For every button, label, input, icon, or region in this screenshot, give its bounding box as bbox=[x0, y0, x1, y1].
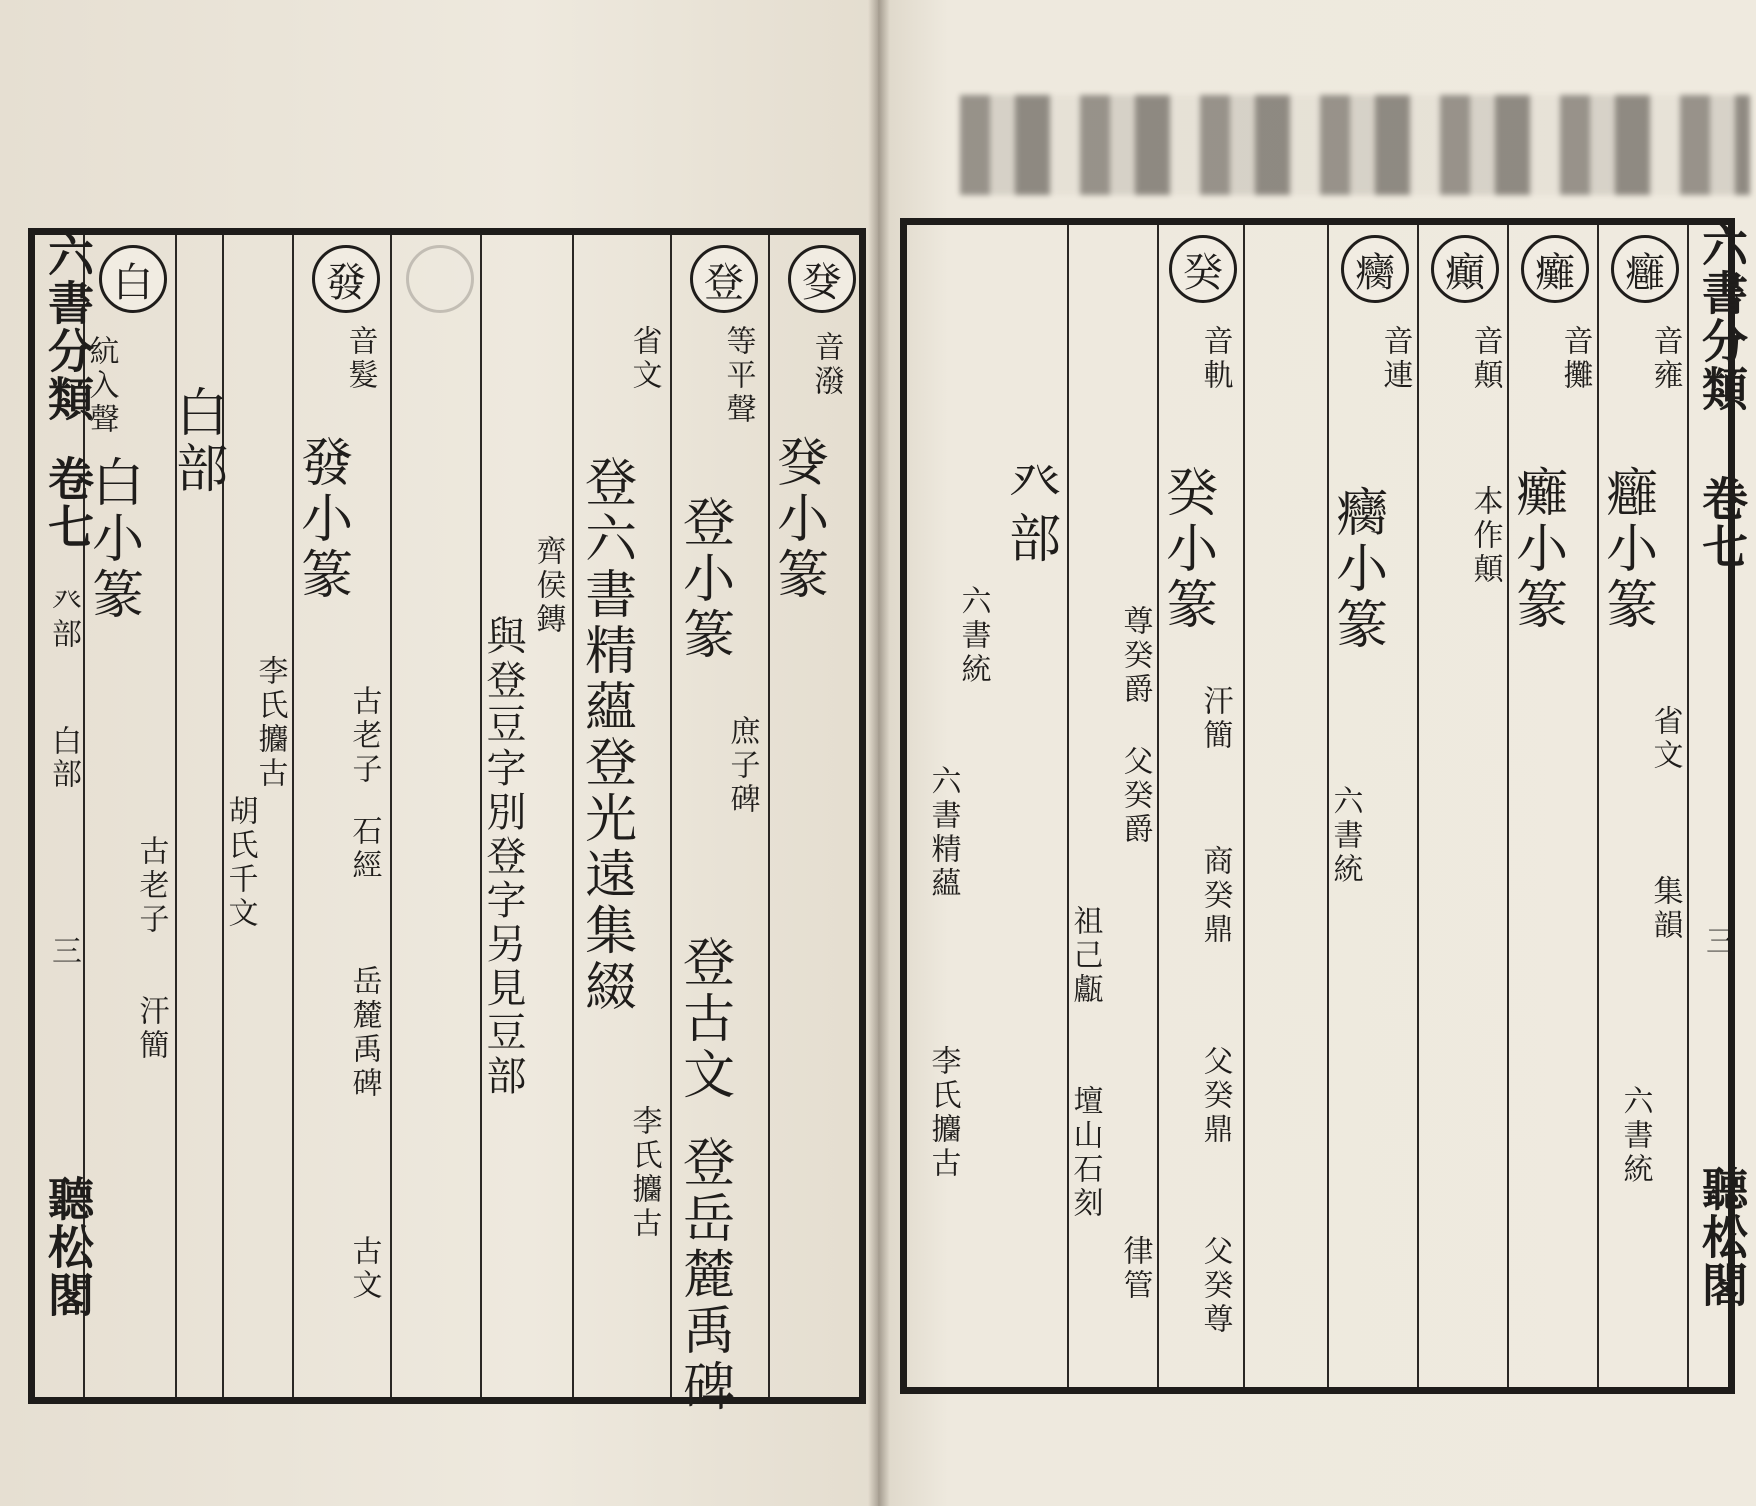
col-line: 李氏攟古 bbox=[626, 1105, 662, 1241]
ghost-head bbox=[406, 245, 474, 313]
col-line: 登岳麓禹碑 bbox=[673, 1135, 734, 1415]
col-line: 祖己甗 bbox=[1067, 905, 1103, 1007]
page-number: 三 bbox=[1700, 925, 1735, 958]
book-gutter bbox=[868, 0, 890, 1506]
col-line: 古文 bbox=[346, 1235, 382, 1303]
col-line: 音連 bbox=[1377, 325, 1413, 393]
col-line: 六書精蘊 bbox=[925, 765, 961, 901]
right-col-2 bbox=[1507, 225, 1597, 1387]
col-line: 與登豆字別登字另見豆部 bbox=[480, 615, 526, 1099]
left-margin-column bbox=[35, 231, 95, 1397]
page-number: 三 bbox=[46, 935, 81, 968]
col-line: 岳麓禹碑 bbox=[346, 965, 382, 1101]
volume-label: 卷七 bbox=[41, 455, 95, 551]
col-line: 古老子 bbox=[346, 685, 382, 787]
section-tag: 癶部 bbox=[46, 585, 81, 651]
volume-label: 卷七 bbox=[1695, 475, 1749, 571]
col-line: 齊侯鏄 bbox=[530, 535, 566, 637]
head-char: 登 bbox=[690, 245, 758, 313]
col-line: 商癸鼎 bbox=[1197, 845, 1233, 947]
col-line: 胡氏千文 bbox=[222, 795, 258, 931]
publisher-name: 聽松閣 bbox=[1695, 1165, 1749, 1309]
col-line: 六書統 bbox=[1617, 1085, 1653, 1187]
col-line: 庶子碑 bbox=[724, 715, 760, 817]
col-line: 音軌 bbox=[1197, 325, 1233, 393]
col-line: 本作顛 bbox=[1467, 485, 1503, 587]
col-line: 集韻 bbox=[1647, 875, 1683, 943]
right-margin-column bbox=[1687, 221, 1749, 1387]
left-col-3 bbox=[572, 235, 670, 1397]
col-line: 省文 bbox=[626, 325, 662, 393]
col-line: 汗簡 bbox=[1197, 685, 1233, 753]
col-line: 六書統 bbox=[1327, 785, 1363, 887]
col-line: 六書統 bbox=[955, 585, 991, 687]
right-col-7 bbox=[907, 225, 1067, 1387]
left-col-ghost-1 bbox=[390, 235, 480, 1397]
col-line: 父癸爵 bbox=[1117, 745, 1153, 847]
col-line: 音顛 bbox=[1467, 325, 1503, 393]
col-line: 音攤 bbox=[1557, 325, 1593, 393]
col-line: 癱小篆 bbox=[1506, 465, 1567, 633]
head-char: 癲 bbox=[1431, 235, 1499, 303]
col-line: 壇山石刻 bbox=[1067, 1085, 1103, 1221]
col-line: 䋁入聲 bbox=[83, 335, 119, 437]
right-col-1 bbox=[1597, 225, 1687, 1387]
col-line: 音潑 bbox=[808, 331, 844, 399]
ink-bleed-stain bbox=[960, 95, 1750, 195]
head-char: 白 bbox=[99, 245, 167, 313]
head-char: 癹 bbox=[788, 245, 856, 313]
left-col-2 bbox=[670, 235, 768, 1415]
right-col-6 bbox=[1067, 225, 1157, 1387]
col-line: 父癸尊 bbox=[1197, 1235, 1233, 1337]
col-line: 白小篆 bbox=[82, 455, 143, 623]
section-tag: 白部 bbox=[46, 725, 81, 791]
col-line: 登古文 bbox=[673, 935, 734, 1103]
col-line: 汗簡 bbox=[133, 995, 169, 1063]
head-char: 癵 bbox=[1341, 235, 1409, 303]
left-col-5 bbox=[292, 235, 390, 1397]
left-col-7 bbox=[166, 235, 227, 1397]
left-col-4 bbox=[480, 235, 572, 1397]
left-col-1 bbox=[768, 235, 866, 1397]
col-line: 石經 bbox=[346, 815, 382, 883]
col-line: 登六書精蘊 bbox=[575, 455, 636, 735]
col-line: 登小篆 bbox=[673, 495, 734, 663]
col-line: 等平聲 bbox=[720, 325, 756, 427]
head-char: 癰 bbox=[1611, 235, 1679, 303]
col-line: 登光遠集綴 bbox=[575, 735, 636, 1015]
col-line: 父癸鼎 bbox=[1197, 1045, 1233, 1147]
col-line: 發小篆 bbox=[291, 435, 352, 603]
col-line: 李氏攟古 bbox=[252, 655, 288, 791]
right-text-frame bbox=[900, 218, 1749, 1394]
margin-title: 六書分類 bbox=[1695, 221, 1749, 413]
right-col-5 bbox=[1157, 225, 1243, 1387]
col-line: 李氏攟古 bbox=[925, 1045, 961, 1181]
col-line: 古老子 bbox=[133, 835, 169, 937]
col-line: 省文 bbox=[1647, 705, 1683, 773]
col-line: 癰小篆 bbox=[1596, 465, 1657, 633]
head-char: 癱 bbox=[1521, 235, 1589, 303]
head-char: 癸 bbox=[1169, 235, 1237, 303]
left-text-frame bbox=[28, 228, 866, 1415]
left-col-6 bbox=[222, 235, 292, 1397]
right-col-4 bbox=[1327, 225, 1417, 1387]
right-col-3 bbox=[1417, 225, 1507, 1387]
col-line: 音雍 bbox=[1647, 325, 1683, 393]
col-line: 癸小篆 bbox=[1156, 465, 1217, 633]
col-line: 癶部 bbox=[999, 455, 1060, 567]
head-char: 發 bbox=[312, 245, 380, 313]
col-line: 癹小篆 bbox=[767, 435, 828, 603]
right-col-ghost bbox=[1243, 225, 1327, 1387]
col-line: 音髮 bbox=[342, 325, 378, 393]
publisher-name: 聽松閣 bbox=[41, 1175, 95, 1319]
margin-title: 六書分類 bbox=[41, 231, 95, 423]
col-line: 律管 bbox=[1117, 1235, 1153, 1303]
col-line: 白部 bbox=[166, 385, 227, 497]
col-line: 尊癸爵 bbox=[1117, 605, 1153, 707]
col-line: 癵小篆 bbox=[1326, 485, 1387, 653]
